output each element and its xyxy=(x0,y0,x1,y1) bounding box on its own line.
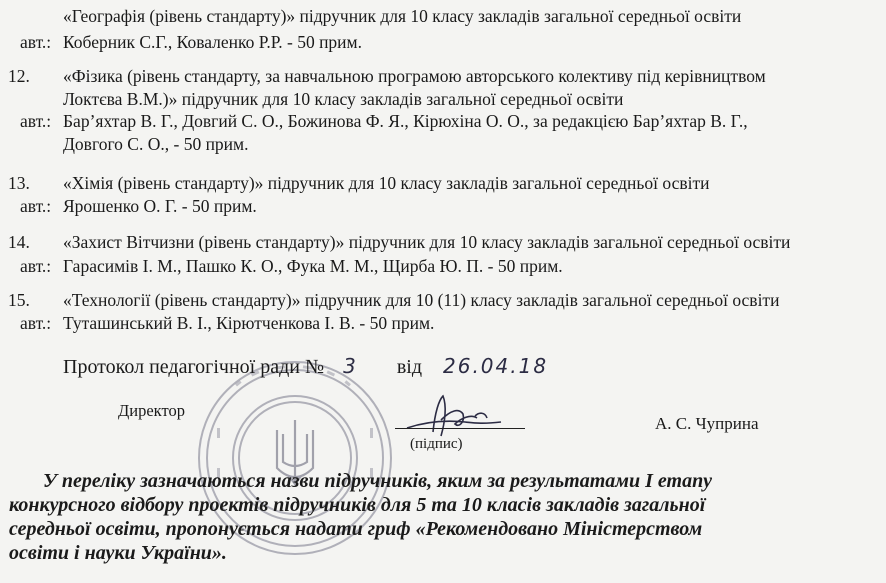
protocol-line xyxy=(63,354,548,379)
protocol-label: Протокол педагогічної ради № xyxy=(63,356,325,378)
director-name: А. С. Чуприна xyxy=(655,414,759,433)
note-line: освіти і науки України». xyxy=(9,542,227,564)
item-author-line: Ярошенко О. Г. - 50 прим. xyxy=(63,196,257,216)
protocol-number: 3 xyxy=(343,354,358,378)
signature-role: Директор xyxy=(118,401,185,420)
note-line: У переліку зазначаються назви підручників, яким за результатами І етапу xyxy=(43,470,713,492)
protocol-date: 26.04.18 xyxy=(443,354,549,378)
item-author-line: Бар’яхтар В. Г., Довгий С. О., Божинова Ф. Я., Кірюхіна О. О., за редакцією Бар’яхтар В. Г., xyxy=(63,111,748,131)
item-author-line: Гарасимів І. М., Пашко К. О., Фука М. М., Щирба Ю. П. - 50 прим. xyxy=(63,256,563,276)
item-author-line: Туташинський В. І., Кірютченкова І. В. - 50 прим. xyxy=(63,313,435,333)
item-title-line: «Фізика (рівень стандарту, за навчальною програмою авторського колективу під керівництвом xyxy=(63,66,766,86)
item-number: 14. xyxy=(8,232,30,252)
item-author-line: Коберник С.Г., Коваленко Р.Р. - 50 прим. xyxy=(63,32,362,52)
item-title-line: «Технології (рівень стандарту)» підручник для 10 (11) класу закладів загальної середньої освіти xyxy=(63,290,780,310)
handwritten-signature xyxy=(405,392,515,442)
item-number: 15. xyxy=(8,290,30,310)
signature-line xyxy=(395,428,525,429)
item-title-line: Локтєва В.М.)» підручник для 10 класу закладів загальної середньої освіти xyxy=(63,89,624,109)
signature-caption: (підпис) xyxy=(410,436,463,452)
item-author-prefix: авт.: xyxy=(20,111,52,131)
note-line: середньої освіти, пропонується надати гриф «Рекомендовано Міністерством xyxy=(9,518,703,540)
item-title-line: «Географія (рівень стандарту)» підручник для 10 класу закладів загальної середньої освіти xyxy=(63,6,742,26)
item-author-line: Довгого С. О., - 50 прим. xyxy=(63,134,249,154)
item-title-line: «Хімія (рівень стандарту)» підручник для 10 класу закладів загальної середньої освіти xyxy=(63,173,710,193)
protocol-date-label: від xyxy=(396,356,422,378)
item-number: 13. xyxy=(8,173,30,193)
note-line: конкурсного відбору проектів підручників для 5 та 10 класів закладів загальної xyxy=(9,494,706,516)
item-title-line: «Захист Вітчизни (рівень стандарту)» підручник для 10 класу закладів загальної середньої освіти xyxy=(63,232,791,252)
item-author-prefix: авт.: xyxy=(20,196,52,216)
item-author-prefix: авт.: xyxy=(20,313,52,333)
item-author-prefix: авт.: xyxy=(20,256,52,276)
item-number: 12. xyxy=(8,66,30,86)
item-author-prefix: авт.: xyxy=(20,32,52,52)
